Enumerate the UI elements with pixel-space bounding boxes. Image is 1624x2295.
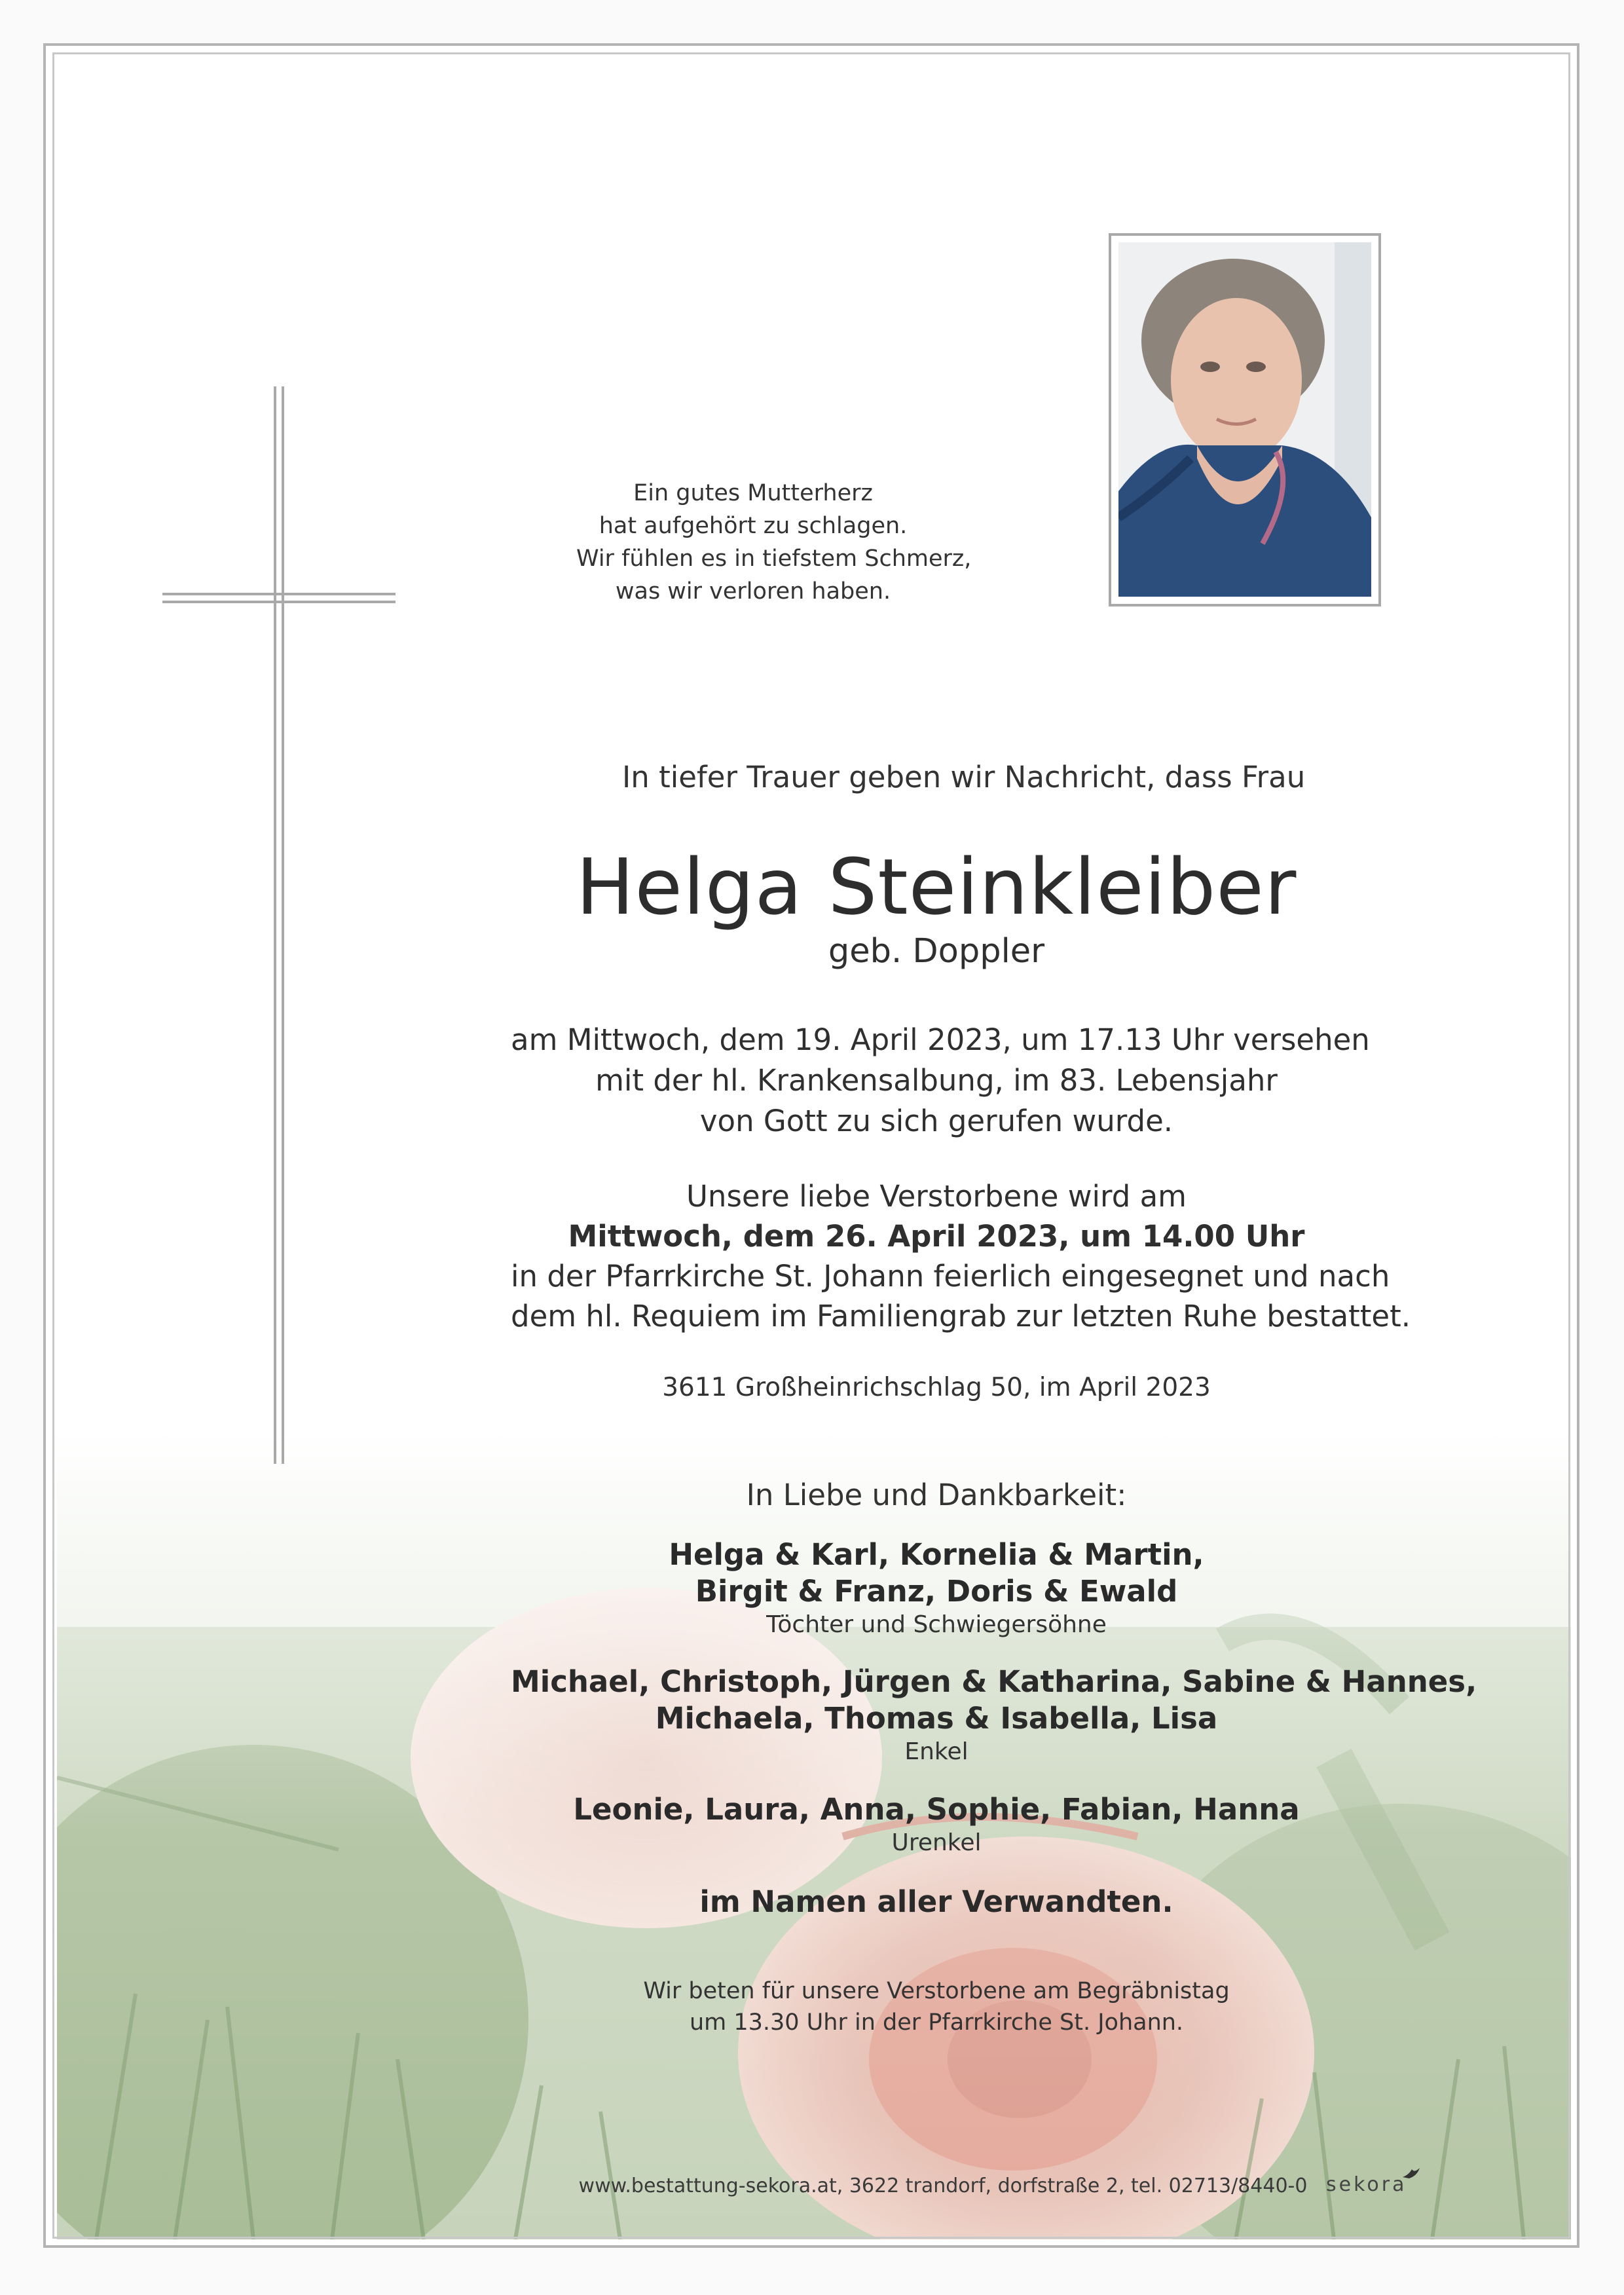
family-great-grandchildren: Leonie, Laura, Anna, Sophie, Fabian, Hanna [573,1792,1300,1827]
portrait-photo [1118,242,1371,597]
deceased-name: Helga Steinkleiber [576,842,1297,932]
footer-contact: www.bestattung-sekora.at, 3622 trandorf, dorfstraße 2, tel. 02713/8440-0 [578,2174,1308,2197]
place-and-date: 3611 Großheinrichschlag 50, im April 2023 [662,1373,1211,1402]
family-great-grandchildren-caption: Urenkel [891,1829,982,1856]
intro-text: In tiefer Trauer geben wir Nachricht, dass Frau [622,760,1306,794]
poem-line-3: Wir fühlen es in tiefstem Schmerz, [576,546,972,572]
funeral-line-1: Unsere liebe Verstorbene wird am [686,1179,1187,1214]
cross-icon-horizontal-bottom [162,601,396,603]
cross-icon-horizontal-top [162,593,396,595]
death-notice-line-1: am Mittwoch, dem 19. April 2023, um 17.13 Uhr versehen [511,1022,1370,1057]
family-grandchildren-line-1: Michael, Christoph, Jürgen & Katharina, Sabine & Hannes, [511,1664,1477,1699]
family-daughters-caption: Töchter und Schwiegersöhne [766,1611,1107,1638]
family-grandchildren-line-2: Michaela, Thomas & Isabella, Lisa [655,1701,1218,1736]
funeral-line-4: dem hl. Requiem im Familiengrab zur letzten Ruhe bestattet. [511,1299,1411,1334]
death-notice-line-2: mit der hl. Krankensalbung, im 83. Lebensjahr [595,1063,1278,1098]
maiden-name: geb. Doppler [828,932,1045,971]
prayer-line-2: um 13.30 Uhr in der Pfarrkirche St. Johann. [689,2009,1184,2036]
poem-line-4: was wir verloren haben. [615,578,891,605]
cross-icon-vertical-right [282,386,284,1464]
family-grandchildren-caption: Enkel [904,1738,969,1765]
funeral-line-3: in der Pfarrkirche St. Johann feierlich eingesegnet und nach [511,1259,1390,1294]
poem-line-2: hat aufgehört zu schlagen. [599,513,908,539]
thanks-heading: In Liebe und Dankbarkeit: [746,1478,1127,1512]
death-notice-line-3: von Gott zu sich gerufen wurde. [699,1104,1173,1138]
prayer-line-1: Wir beten für unsere Verstorbene am Begräbnistag [643,1978,1230,2004]
family-relatives: im Namen aller Verwandten. [699,1884,1173,1919]
sekora-logo: sekora [1326,2173,1407,2196]
family-daughters-line-2: Birgit & Franz, Doris & Ewald [695,1574,1178,1609]
family-daughters-line-1: Helga & Karl, Kornelia & Martin, [669,1537,1204,1572]
funeral-date: Mittwoch, dem 26. April 2023, um 14.00 Uhr [568,1219,1305,1254]
cross-icon-vertical-left [274,386,276,1464]
bird-icon [1401,2165,1421,2181]
poem-line-1: Ein gutes Mutterherz [633,480,873,506]
